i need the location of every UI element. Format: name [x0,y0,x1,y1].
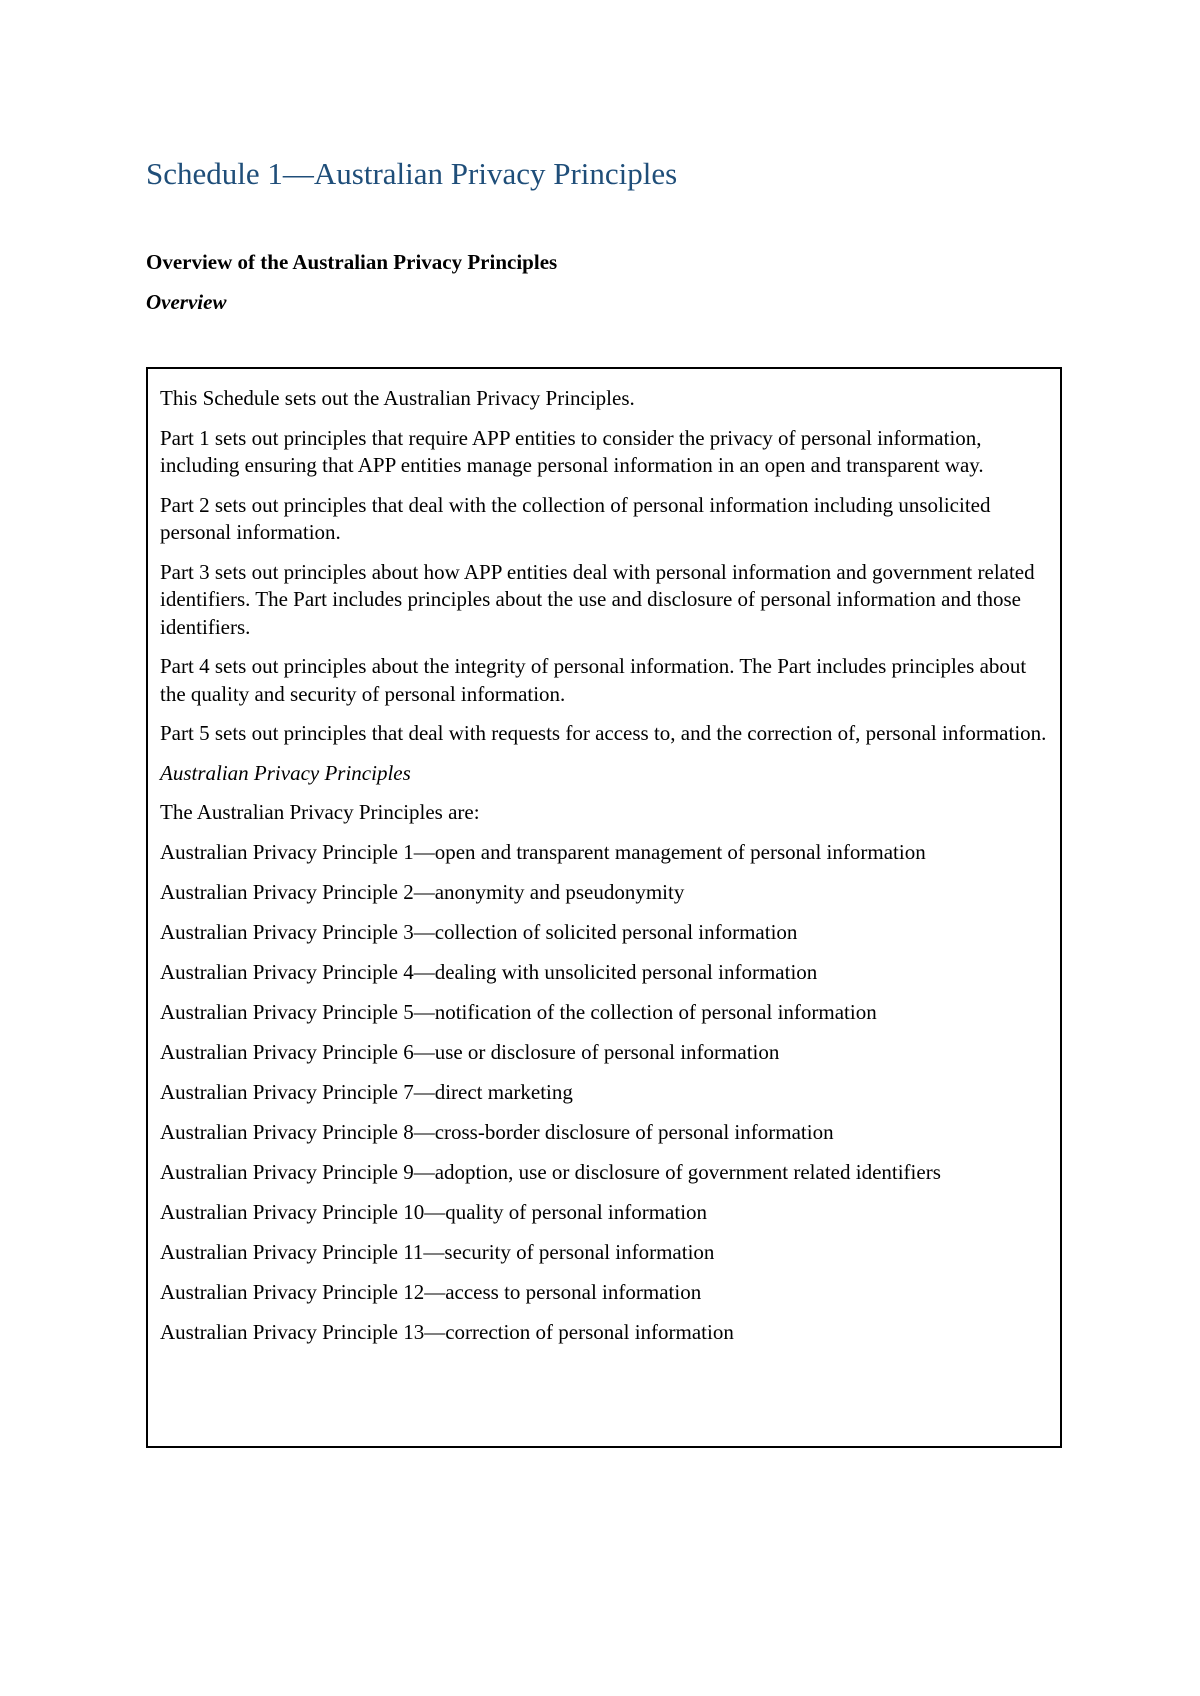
part-3-paragraph: Part 3 sets out principles about how APP entities deal with personal information and government related identifiers. The Part includes principles about the use and disclosure of personal information and those identifiers. [160,559,1035,639]
principle-item: Australian Privacy Principle 13—correction of personal information [160,1319,734,1344]
schedule-title: Schedule 1—Australian Privacy Principles [146,156,678,191]
part-5-paragraph: Part 5 sets out principles that deal with requests for access to, and the correction of, personal information. [160,721,1047,745]
principles-list [160,839,1048,1347]
principle-item: Australian Privacy Principle 8—cross-border disclosure of personal information [160,1119,834,1144]
principle-item: Australian Privacy Principle 6—use or disclosure of personal information [160,1039,780,1064]
principle-item: Australian Privacy Principle 3—collection of solicited personal information [160,919,798,944]
principle-item: Australian Privacy Principle 2—anonymity and pseudonymity [160,879,685,904]
part-1-paragraph: Part 1 sets out principles that require APP entities to consider the privacy of personal information, including ensuring that APP entities manage personal information in an open and transparent way. [160,425,984,477]
intro-paragraph: This Schedule sets out the Australian Privacy Principles. [160,386,635,410]
principle-item: Australian Privacy Principle 11—security of personal information [160,1239,715,1264]
overview-box [146,367,1062,1448]
section-heading: Overview of the Australian Privacy Principles [146,250,558,274]
principle-item: Australian Privacy Principle 10—quality of personal information [160,1199,708,1224]
part-4-paragraph: Part 4 sets out principles about the integrity of personal information. The Part includes principles about the quality and security of personal information. [160,654,1027,706]
principles-list-intro: The Australian Privacy Principles are: [160,800,480,824]
principles-list-heading: Australian Privacy Principles [160,760,411,785]
principle-item: Australian Privacy Principle 1—open and transparent management of personal information [160,839,926,864]
principle-item: Australian Privacy Principle 9—adoption, use or disclosure of government related identifiers [160,1159,941,1184]
overview-subheading: Overview [146,290,227,314]
principle-item: Australian Privacy Principle 5—notification of the collection of personal information [160,999,877,1024]
principle-item: Australian Privacy Principle 4—dealing with unsolicited personal information [160,959,818,984]
principle-item: Australian Privacy Principle 12—access to personal information [160,1279,702,1304]
part-2-paragraph: Part 2 sets out principles that deal with the collection of personal information including unsolicited personal information. [160,492,991,544]
principle-item: Australian Privacy Principle 7—direct marketing [160,1079,573,1104]
